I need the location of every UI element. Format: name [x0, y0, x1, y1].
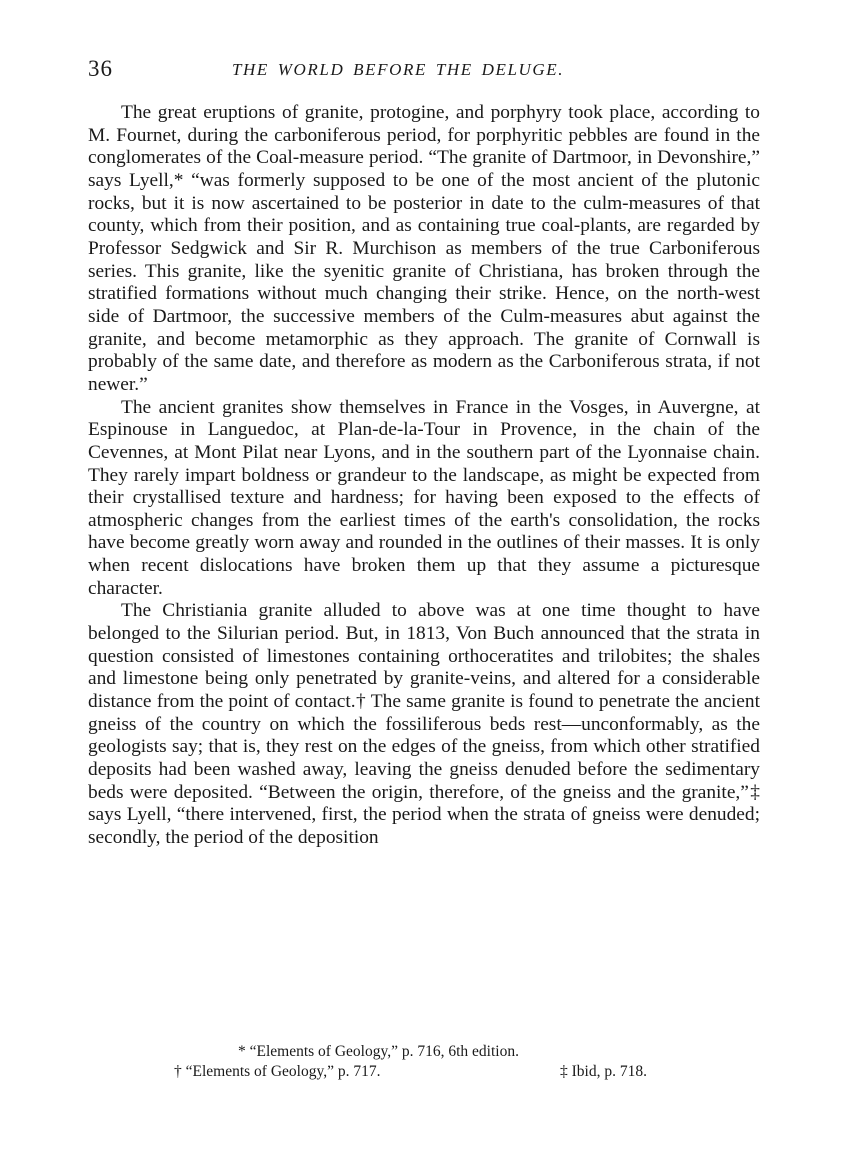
running-title: THE WORLD BEFORE THE DELUGE.	[232, 60, 565, 79]
footnotes	[88, 1042, 760, 1082]
footnote-star: * “Elements of Geology,” p. 716, 6th edition.	[238, 1043, 519, 1060]
paragraph-christiania-granite: The Christiania granite alluded to above was at one time thought to have belonged to the Silurian period. But, in 1813, Von Buch announced that the strata in question consisted of limestones containing orthoceratites and trilobites; the shales and limestone being only penetrated by granite-veins, and altered for a considerable distance from the point of contact.† The same granite is found to penetrate the ancient gneiss of the country on which the fossiliferous beds rest—unconformably, as the geologists say; that is, they rest on the edges of the gneiss, from which other stratified deposits had been washed away, leaving the gneiss denuded before the sedimentary beds were deposited. “Between the origin, therefore, of the gneiss and the granite,”‡ says Lyell, “there intervened, first, the period when the strata of gneiss were denuded; secondly, the period of the deposition	[88, 600, 760, 848]
paragraph-ancient-granites: The ancient granites show themselves in France in the Vosges, in Auvergne, at Espinouse in Languedoc, at Plan-de-la-Tour in Provence, in the chain of the Cevennes, at Mont Pilat near Lyons, and in the southern part of the Lyonnaise chain. They rarely impart boldness or grandeur to the landscape, as might be expected from their crystallised texture and hardness; for having been exposed to the effects of atmospheric changes from the earliest times of the earth's consolidation, the rocks have become greatly worn away and rounded in the outlines of their masses. It is only when recent dislocations have broken them up that they assume a picturesque character.	[88, 396, 760, 599]
page-number: 36	[88, 56, 113, 81]
footnote-line-2	[88, 1062, 760, 1082]
body-text	[88, 102, 760, 850]
paragraph-granite-eruptions: The great eruptions of granite, protogine, and porphyry took place, according to M. Fournet, during the carboniferous period, for porphyritic pebbles are found in the conglomerates of the Coal-measure period. “The granite of Dartmoor, in Devonshire,” says Lyell,* “was formerly supposed to be one of the most ancient of the plutonic rocks, but it is now ascertained to be posterior in date to the culm-measures of that county, which from their position, and as containing true coal-plants, are regarded by Professor Sedgwick and Sir R. Murchison as members of the true Carboniferous series. This granite, like the syenitic granite of Christiana, has broken through the stratified formations without much changing their strike. Hence, on the north-west side of Dartmoor, the successive members of the Culm-measures abut against the granite, and become metamorphic as they approach. The granite of Cornwall is probably of the same date, and therefore as modern as the Carboniferous strata, if not newer.”	[88, 102, 760, 395]
footnote-dagger: † “Elements of Geology,” p. 717.	[174, 1063, 381, 1080]
footnote-double-dagger: ‡ Ibid, p. 718.	[560, 1063, 647, 1080]
running-head	[88, 56, 760, 86]
footnote-line-1	[88, 1042, 760, 1062]
